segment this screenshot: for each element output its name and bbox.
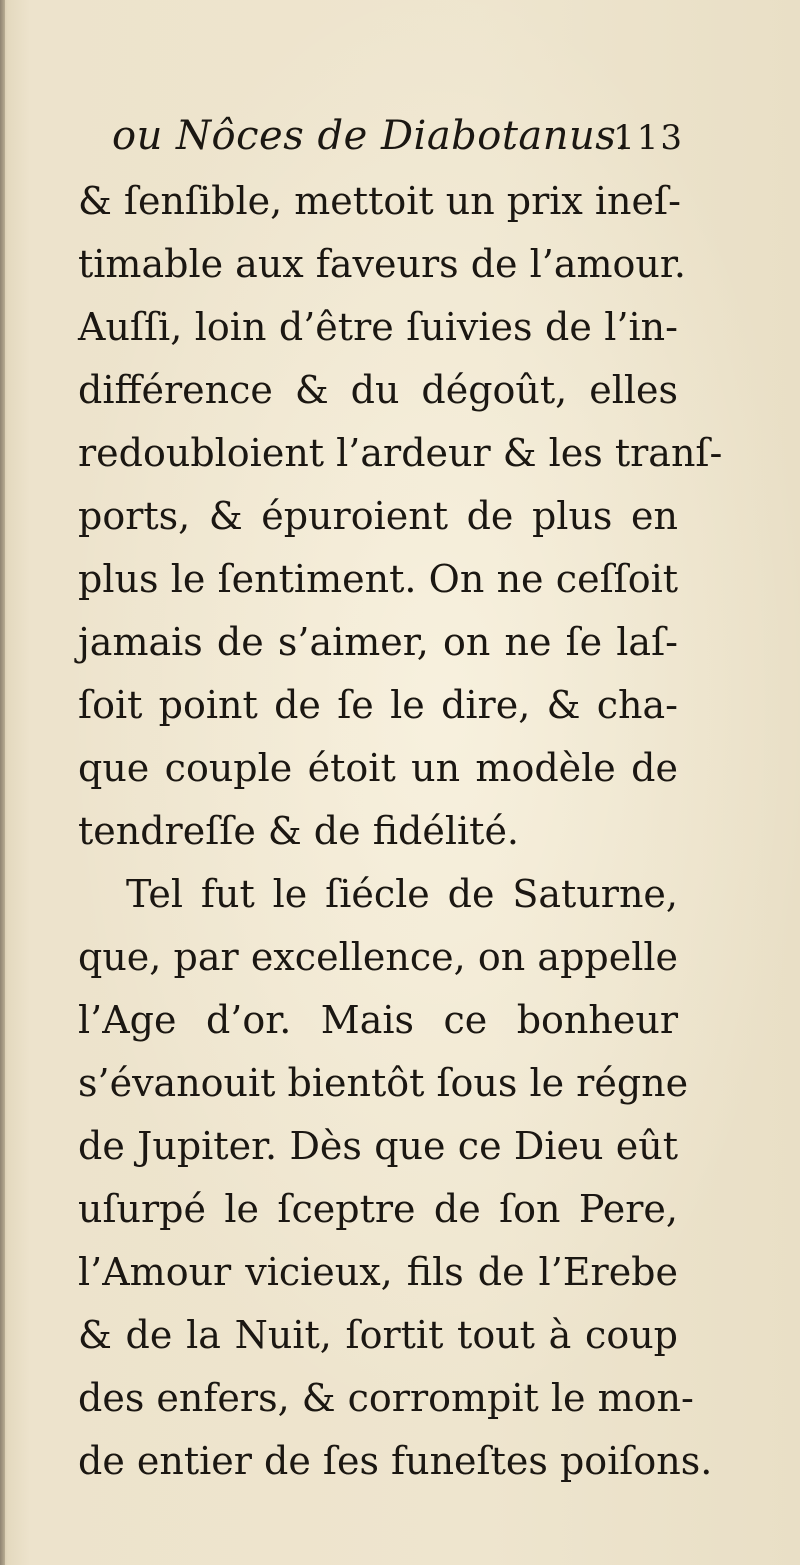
text-line: timable aux faveurs de l’amour. [78,242,686,286]
text-line: & de la Nuit, ſortit tout à coup [78,1313,678,1357]
text-line: ports, & épuroient de plus en [78,494,678,538]
body-text [78,170,723,1493]
text-line: jamais de s’aimer, on ne ſe laſ- [78,620,678,664]
text-line: & ſenſible, mettoit un prix ineſ- [78,179,681,223]
text-line: que couple étoit un modèle de [78,746,678,790]
page-spine-edge [0,0,5,1565]
text-line: redoubloient l’ardeur & les tranſ- [78,431,723,475]
text-line: uſurpé le ſceptre de ſon Pere, [78,1187,678,1231]
text-line: plus le ſentiment. On ne ceſſoit [78,557,678,601]
text-line: de entier de ſes funeſtes poiſons. [78,1439,713,1483]
text-line: que, par excellence, on appelle [78,935,678,979]
running-head [112,108,684,168]
running-title: ou Nôces de Diabotanus. [112,113,630,159]
text-line: Auſſi, loin d’être ſuivies de l’in- [78,305,678,349]
text-line: ſoit point de ſe le dire, & cha- [78,683,678,727]
text-line: de Jupiter. Dès que ce Dieu eût [78,1124,678,1168]
text-line: s’évanouit bientôt ſous le régne [78,1061,689,1105]
paragraph-2 [78,863,713,1493]
text-line: Tel fut le ſiécle de Saturne, [126,872,678,916]
paragraph-1 [78,170,723,863]
text-line: tendreſſe & de fidélité. [78,809,520,853]
text-line: des enfers, & corrompit le mon- [78,1376,694,1420]
text-line: différence & du dégoût, elles [78,368,678,412]
text-line: l’Age d’or. Mais ce bonheur [78,998,678,1042]
text-line: l’Amour vicieux, fils de l’Erebe [78,1250,678,1294]
page-number: 113 [613,118,684,158]
